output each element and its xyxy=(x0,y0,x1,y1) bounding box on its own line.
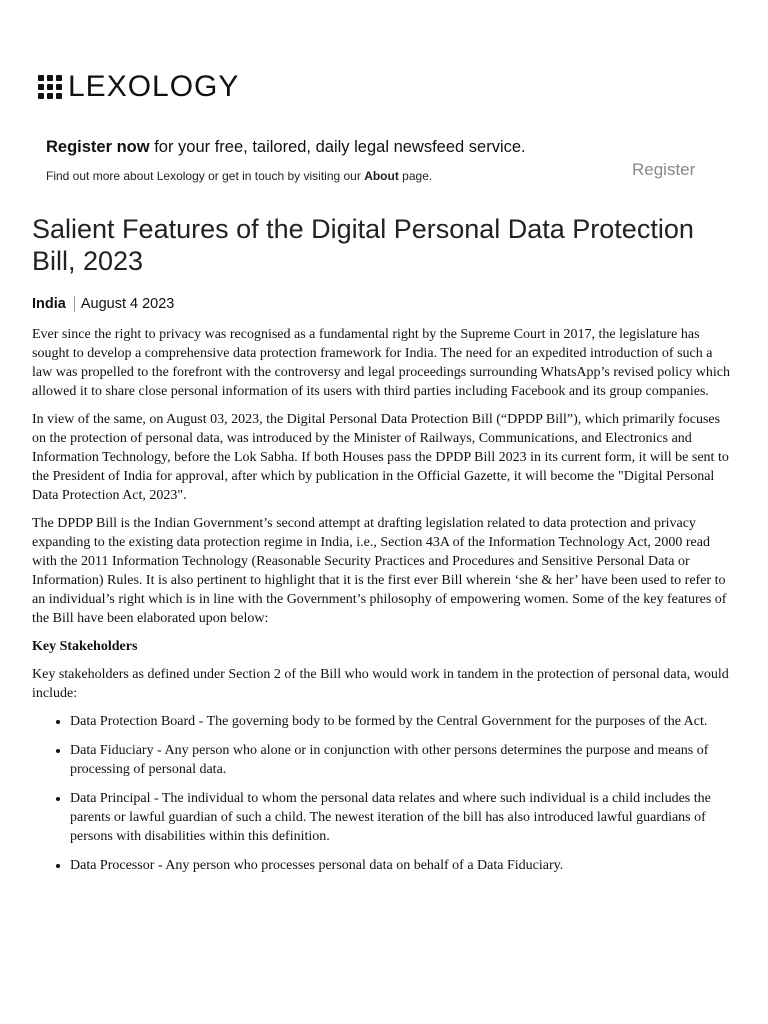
promo-sub-after: page. xyxy=(398,169,433,183)
promo-subtext xyxy=(46,169,686,183)
article-paragraph: Ever since the right to privacy was recognised as a fundamental right by the Supreme Court in 2017, the legislature has sought to develop a comprehensive data protection framework for India. The need for an expedited introduction of such a law was propelled to the forefront with the controversy and legal proceedings surrounding WhatsApp’s revised policy which allowed it to share close personal information of its users with third parties including Facebook and its group companies. xyxy=(32,327,731,399)
list-item: • Data Processor - Any person who processes personal data on behalf of a Data Fiduciary. xyxy=(70,856,732,875)
logo-grid-icon xyxy=(38,75,62,99)
article-paragraph: The DPDP Bill is the Indian Government’s second attempt at drafting legislation related to data protection and privacy expanding to the existing data protection regime in India, i.e., Section 43A of the Information Technology Act, 2000 read with the 2011 Information Technology (Reasonable Security Practices and Procedures and Sensitive Personal Data or Information) Rules. It is also pertinent to highlight that it is the first ever Bill wherein ‘she & her’ have been used to refer to an individual’s right which is in line with the Government’s philosophy of empowering women. Some of the key features of the Bill have been elaborated upon below: xyxy=(32,516,727,626)
article-paragraph: In view of the same, on August 03, 2023, the Digital Personal Data Protection Bill (“DPDP Bill”), which primarily focuses on the protection of personal data, was introduced by the Minister of Railways, Communications, and Electronics and Information Technology, before the Lok Sabha. If both Houses pass the DPDP Bill 2023 in its current form, it will be sent to the President of India for approval, after which by publication in the Official Gazette, it will become the "Digital Personal Data Protection Act, 2023". xyxy=(32,412,729,503)
promo-headline-text: for your free, tailored, daily legal newsfeed service. xyxy=(149,138,526,156)
register-now-link[interactable]: Register now xyxy=(46,138,150,156)
article-title: Salient Features of the Digital Personal Data Protection Bill, 2023 xyxy=(32,214,694,276)
lexology-logo[interactable] xyxy=(38,72,239,102)
article-meta xyxy=(32,296,174,312)
article-date: August 4 2023 xyxy=(80,296,175,312)
country-tag[interactable]: India xyxy=(32,296,75,312)
list-item: • Data Protection Board - The governing body to be formed by the Central Government for the purposes of the Act. xyxy=(70,712,732,731)
promo-headline xyxy=(46,138,686,157)
register-promo xyxy=(46,138,686,183)
list-item: • Data Fiduciary - Any person who alone or in conjunction with other persons determines the purpose and means of processing of personal data. xyxy=(70,741,732,779)
stakeholder-list xyxy=(32,712,732,875)
section-heading: Key Stakeholders xyxy=(32,639,138,654)
section-intro: Key stakeholders as defined under Section 2 of the Bill who would work in tandem in the protection of personal data, would include: xyxy=(32,667,729,701)
article-body xyxy=(32,325,732,885)
promo-sub-before: Find out more about Lexology or get in touch by visiting our xyxy=(46,169,365,183)
about-link[interactable]: About xyxy=(364,169,399,183)
list-item: • Data Principal - The individual to whom the personal data relates and where such individual is a child includes the parents or lawful guardian of such a child. The newest iteration of the bill has also introduced lawful guardians of persons with disabilities within this definition. xyxy=(70,789,732,846)
brand-name: LEXOLOGY xyxy=(68,70,240,103)
register-button[interactable]: Register xyxy=(632,160,696,179)
